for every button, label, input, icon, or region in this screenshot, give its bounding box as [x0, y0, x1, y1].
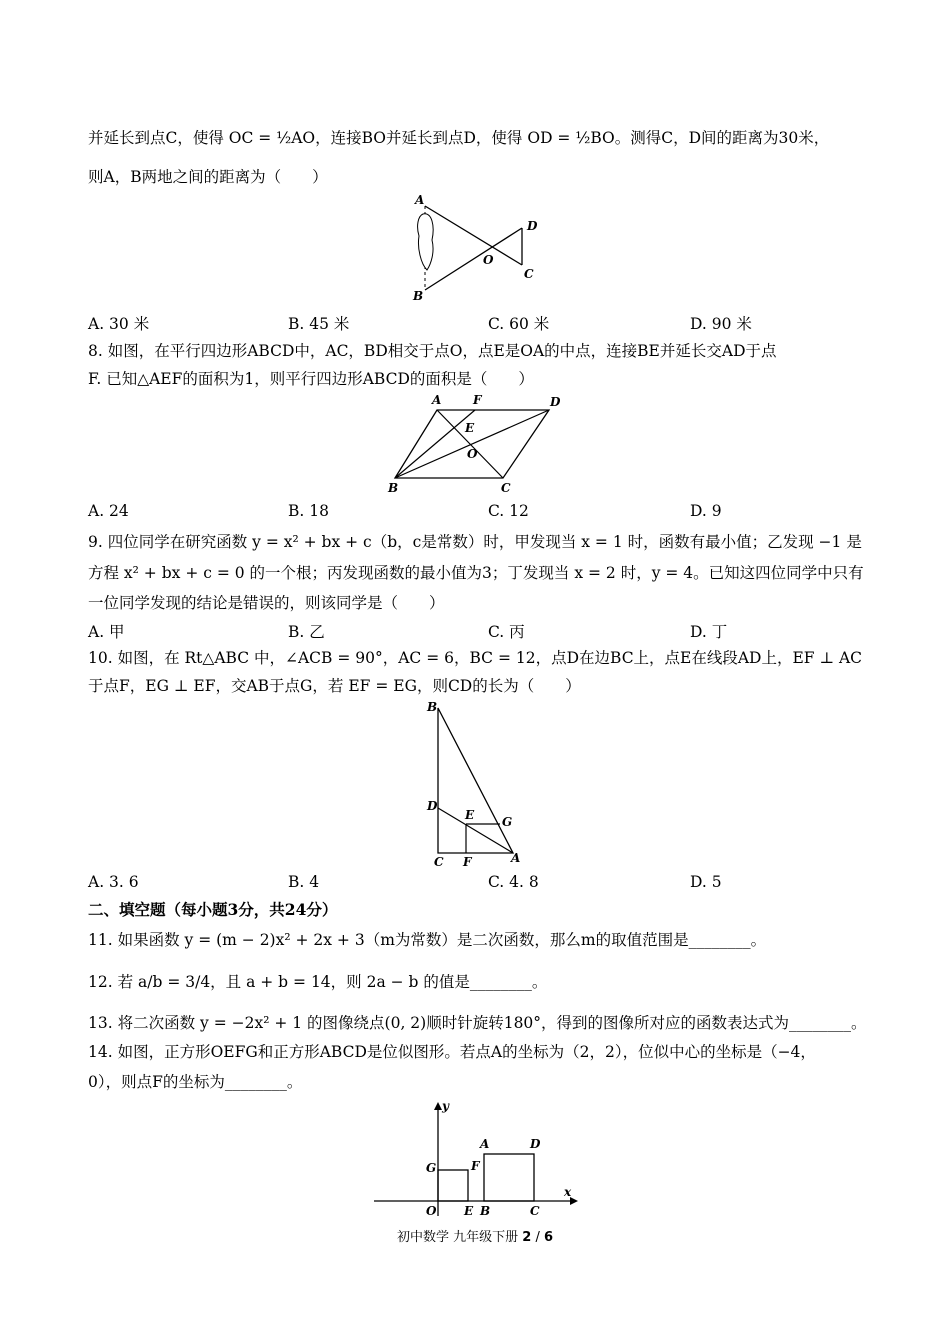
footer-text: 初中数学 九年级下册 — [396, 1230, 519, 1245]
q14-label-a: A — [480, 1137, 490, 1151]
q8-options — [88, 502, 878, 524]
q7-line-2: 则A，B两地之间的距离为（ ） — [88, 168, 328, 186]
q9-option-d[interactable]: D. 丁 — [690, 623, 728, 641]
q7-line-1: 并延长到点C，使得 OC = ½AO，连接BO并延长到点D，使得 OD = ½BO。测得C，D间的距离为30米， — [88, 129, 830, 147]
q9-line-2: 方程 x² + bx + c = 0 的一个根；丙发现函数的最小值为3；丁发现当 x = 2 时，y = 4。已知这四位同学中只有 — [88, 564, 864, 582]
q7-segment-ac — [425, 206, 522, 265]
q14-square-oefg — [438, 1170, 468, 1201]
q14-figure — [372, 1098, 582, 1223]
q8-option-d[interactable]: D. 9 — [690, 502, 722, 520]
q10-label-c: C — [434, 855, 444, 869]
q8-label-e: E — [465, 421, 475, 435]
q14-y-arrow-icon — [434, 1102, 442, 1110]
q14-label-e: E — [464, 1204, 474, 1218]
q9-option-b[interactable]: B. 乙 — [288, 623, 325, 641]
q7-options — [88, 312, 878, 334]
q9-line-1: 9. 四位同学在研究函数 y = x² + bx + c（b，c是常数）时，甲发现当 x = 1 时，函数有最小值；乙发现 −1 是 — [88, 533, 862, 551]
q14-label-f: F — [471, 1159, 480, 1173]
q10-option-a[interactable]: A. 3. 6 — [88, 873, 139, 891]
q12-line-1: 12. 若 a/b = 3/4，且 a + b = 14，则 2a − b 的值是________。 — [88, 973, 548, 991]
q7-option-b[interactable]: B. 45 米 — [288, 315, 350, 333]
q8-option-c[interactable]: C. 12 — [488, 502, 529, 520]
q8-option-a[interactable]: A. 24 — [88, 502, 129, 520]
q7-option-c[interactable]: C. 60 米 — [488, 315, 550, 333]
q7-segment-bd — [425, 228, 522, 290]
q8-label-d: D — [550, 395, 561, 409]
page-footer — [0, 1226, 950, 1245]
q10-options — [88, 873, 878, 895]
q8-label-a: A — [432, 393, 442, 407]
footer-page-number: 2 — [522, 1230, 532, 1245]
q11-line-1: 11. 如果函数 y = (m − 2)x² + 2x + 3（m为常数）是二次函数，那么m的取值范围是________。 — [88, 931, 767, 949]
q10-figure — [425, 698, 530, 870]
q8-label-f: F — [473, 393, 482, 407]
q8-label-b: B — [388, 481, 399, 495]
q7-label-a: A — [415, 193, 425, 207]
q10-option-c[interactable]: C. 4. 8 — [488, 873, 539, 891]
q14-line-2: 0），则点F的坐标为________。 — [88, 1073, 303, 1091]
q10-label-e: E — [465, 808, 475, 822]
q8-figure — [383, 392, 573, 497]
q9-line-3: 一位同学发现的结论是错误的，则该同学是（ ） — [88, 594, 445, 612]
q10-label-b: B — [427, 700, 438, 714]
q14-label-c: C — [530, 1204, 540, 1218]
q10-label-a: A — [511, 851, 521, 865]
q7-figure — [405, 192, 555, 307]
q8-label-c: C — [501, 481, 511, 495]
q10-label-g: G — [502, 815, 513, 829]
q7-option-d[interactable]: D. 90 米 — [690, 315, 752, 333]
q8-line-1: 8. 如图，在平行四边形ABCD中，AC，BD相交于点O，点E是OA的中点，连接BE并延长交AD于点 — [88, 342, 777, 360]
q10-line-2: 于点F，EG ⊥ EF，交AB于点G，若 EF = EG，则CD的长为（ ） — [88, 677, 581, 695]
q10-option-b[interactable]: B. 4 — [288, 873, 320, 891]
q14-label-y: y — [442, 1099, 449, 1113]
q10-label-f: F — [463, 855, 472, 869]
q8-segment-bf — [395, 410, 475, 478]
q14-label-d: D — [530, 1137, 541, 1151]
q14-label-o: O — [426, 1204, 437, 1218]
q9-options — [88, 620, 878, 642]
q14-label-x: x — [564, 1185, 572, 1199]
q8-label-o: O — [467, 447, 478, 461]
q14-x-arrow-icon — [570, 1197, 578, 1205]
q14-label-b: B — [480, 1204, 491, 1218]
q7-label-c: C — [524, 267, 534, 281]
q7-label-d: D — [527, 219, 538, 233]
q10-line-1: 10. 如图，在 Rt△ABC 中，∠ACB = 90°，AC = 6，BC = 12，点D在边BC上，点E在线段AD上，EF ⊥ AC — [88, 649, 863, 667]
q14-line-1: 14. 如图，正方形OEFG和正方形ABCD是位似图形。若点A的坐标为（2，2），位似中心的坐标是（−4， — [88, 1043, 816, 1061]
q14-label-g: G — [426, 1161, 437, 1175]
q10-label-d: D — [427, 799, 438, 813]
q9-option-c[interactable]: C. 丙 — [488, 623, 525, 641]
q7-pond-shape — [418, 214, 434, 270]
q13-line-1: 13. 将二次函数 y = −2x² + 1 的图像绕点(0, 2)顺时针旋转180°，得到的图像所对应的函数表达式为________。 — [88, 1014, 867, 1032]
q7-label-o: O — [483, 253, 494, 267]
footer-page-total: 6 — [543, 1230, 554, 1245]
q9-option-a[interactable]: A. 甲 — [88, 623, 125, 641]
q10-triangle-abc — [438, 708, 513, 853]
section-2-heading: 二、填空题（每小题3分，共24分） — [88, 900, 338, 919]
q8-line-2: F. 已知△AEF的面积为1，则平行四边形ABCD的面积是（ ） — [88, 370, 534, 388]
q7-label-b: B — [413, 289, 424, 303]
q8-option-b[interactable]: B. 18 — [288, 502, 329, 520]
q7-option-a[interactable]: A. 30 米 — [88, 315, 150, 333]
footer-separator: / — [535, 1230, 540, 1245]
q10-option-d[interactable]: D. 5 — [690, 873, 722, 891]
q14-square-abcd — [484, 1154, 534, 1201]
